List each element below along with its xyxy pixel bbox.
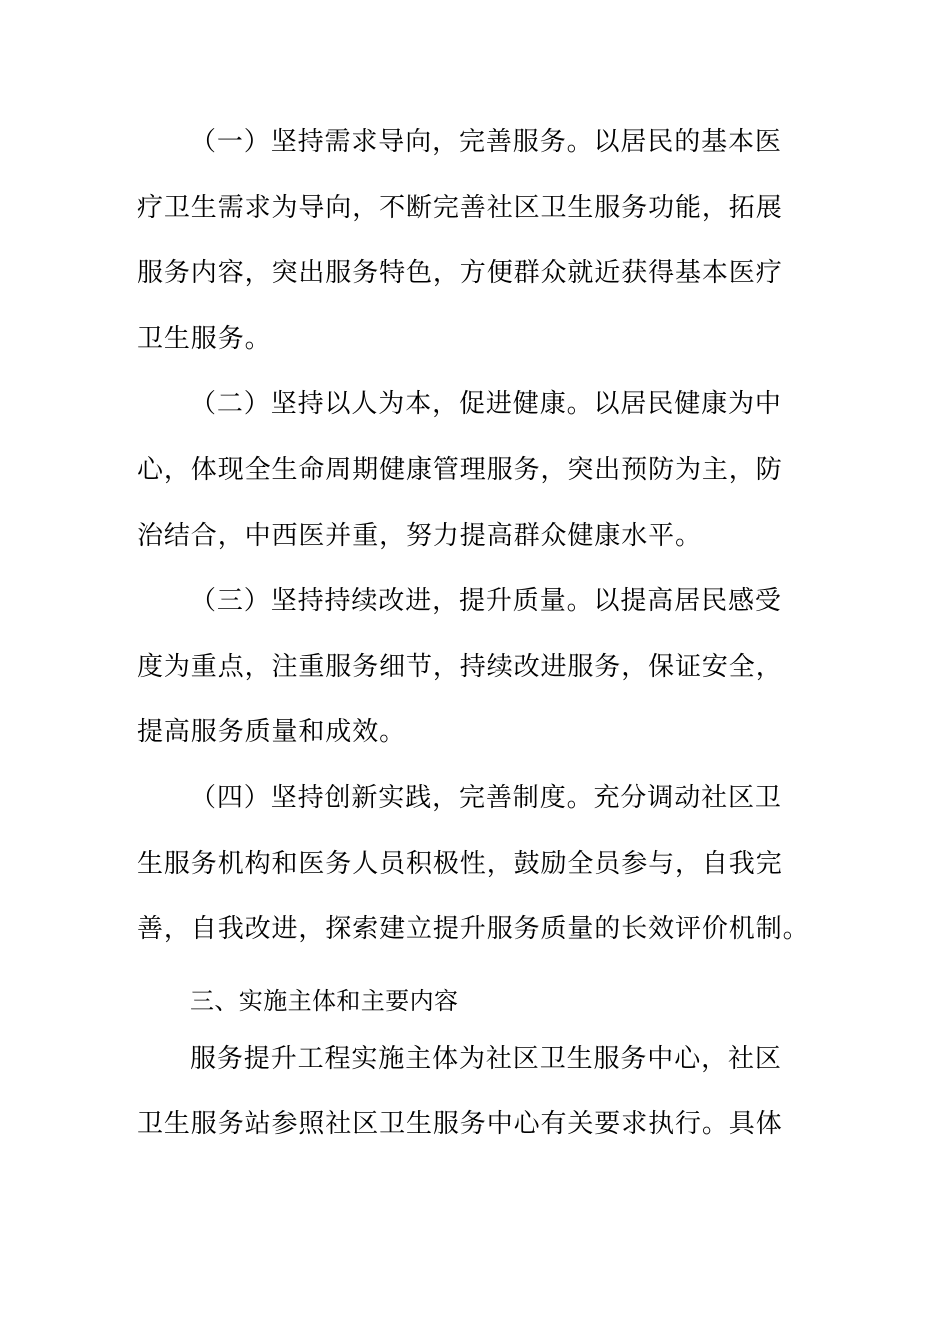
paragraph-line: 提高服务质量和成效。: [137, 717, 407, 747]
paragraph-line: 服务内容，突出服务特色，方便群众就近获得基本医疗: [137, 258, 783, 288]
paragraph-line: 卫生服务。: [137, 324, 272, 354]
paragraph-line: 疗卫生需求为导向，不断完善社区卫生服务功能，拓展: [137, 193, 783, 223]
paragraph-line: 治结合，中西医并重，努力提高群众健康水平。: [137, 521, 702, 551]
paragraph-line: （四）坚持创新实践，完善制度。充分调动社区卫: [190, 783, 782, 813]
paragraph-line: 度为重点，注重服务细节，持续改进服务，保证安全，: [137, 652, 783, 682]
paragraph-line: 生服务机构和医务人员积极性，鼓励全员参与，自我完: [137, 849, 783, 879]
paragraph-line: （二）坚持以人为本，促进健康。以居民健康为中: [190, 389, 782, 419]
paragraph-line: 卫生服务站参照社区卫生服务中心有关要求执行。具体: [137, 1109, 783, 1139]
paragraph-line: 服务提升工程实施主体为社区卫生服务中心，社区: [190, 1044, 782, 1074]
paragraph-line: 善，自我改进，探索建立提升服务质量的长效评价机制。: [137, 914, 810, 944]
paragraph-line: （一）坚持需求导向，完善服务。以居民的基本医: [190, 127, 782, 157]
section-heading: 三、实施主体和主要内容: [190, 987, 459, 1015]
paragraph-line: 心，体现全生命周期健康管理服务，突出预防为主，防: [137, 455, 783, 485]
paragraph-line: （三）坚持持续改进，提升质量。以提高居民感受: [190, 586, 782, 616]
